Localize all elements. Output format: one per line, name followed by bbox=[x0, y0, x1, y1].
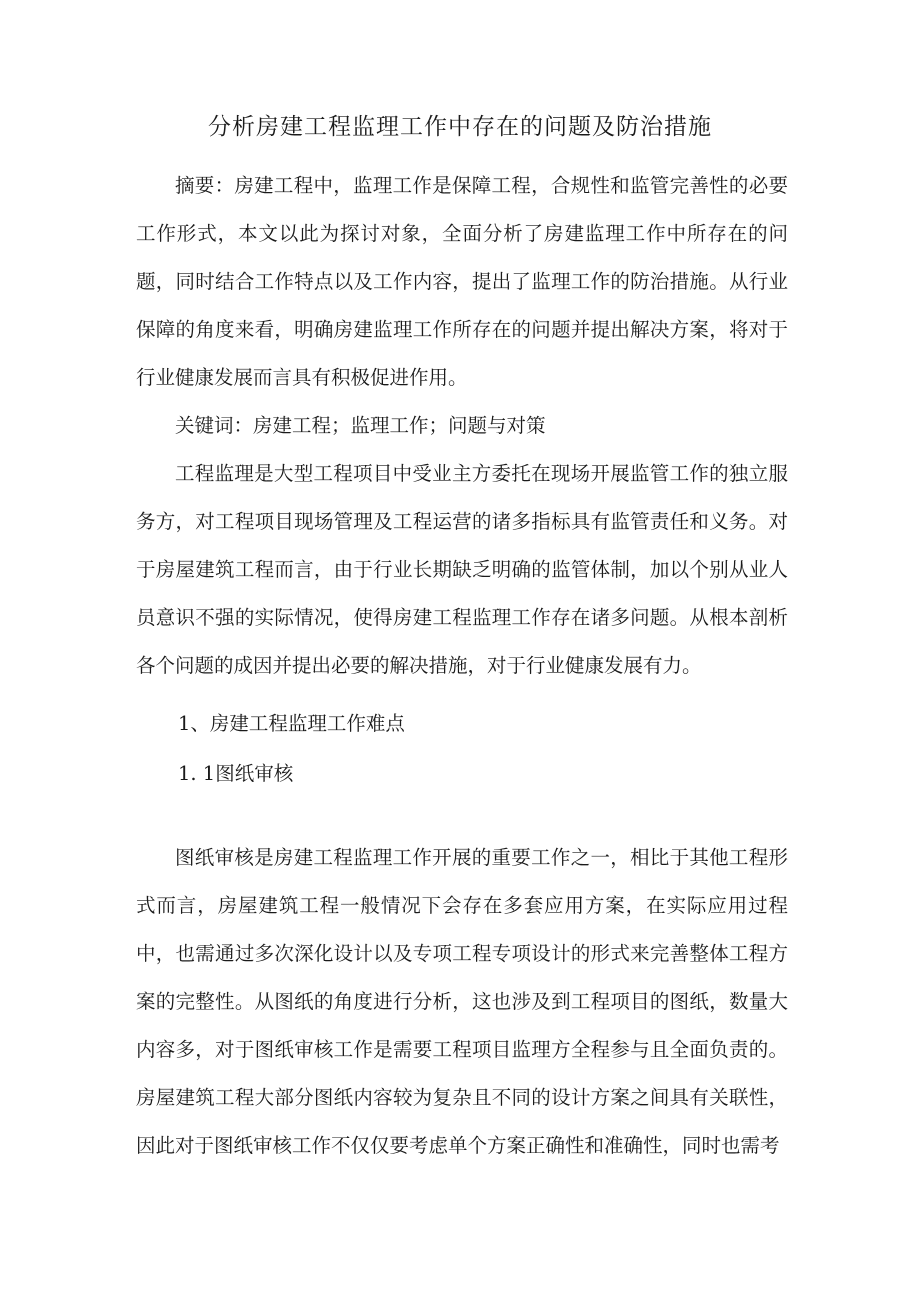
intro-paragraph: 工程监理是大型工程项目中受业主方委托在现场开展监管工作的独立服务方，对工程项目现场管理及工程运营的诸多指标具有监管责任和义务。对于房屋建筑工程而言，由于行业长期缺乏明确的监管体制，加以个别从业人员意识不强的实际情况，使得房建工程监理工作存在诸多问题。从根本剖析各个问题的成因并提出必要的解决措施，对于行业健康发展有力。 bbox=[136, 462, 788, 677]
keywords-paragraph: 关键词：房建工程；监理工作；问题与对策 bbox=[175, 414, 546, 437]
abstract-paragraph: 摘要：房建工程中，监理工作是保障工程，合规性和监管完善性的必要工作形式，本文以此为探讨对象，全面分析了房建监理工作中所存在的问题，同时结合工作特点以及工作内容，提出了监理工作的防治措施。从行业保障的角度来看，明确房建监理工作所存在的问题并提出解决方案，将对于行业健康发展而言具有积极促进作用。 bbox=[136, 174, 788, 389]
document-title: 分析房建工程监理工作中存在的问题及防治措施 bbox=[208, 114, 712, 140]
body-paragraph: 图纸审核是房建工程监理工作开展的重要工作之一，相比于其他工程形式而言，房屋建筑工程一般情况下会存在多套应用方案，在实际应用过程中，也需通过多次深化设计以及专项工程专项设计的形式来完善整体工程方案的完整性。从图纸的角度进行分析，这也涉及到工程项目的图纸，数量大内容多，对于图纸审核工作是需要工程项目监理方全程参与且全面负责的。房屋建筑工程大部分图纸内容较为复杂且不同的设计方案之间具有关联性，因此对于图纸审核工作不仅仅要考虑单个方案正确性和准确性，同时也需考 bbox=[136, 846, 788, 1157]
subsection-heading: 1. 1图纸审核 bbox=[178, 762, 294, 785]
section-heading: 1、房建工程监理工作难点 bbox=[178, 712, 405, 735]
